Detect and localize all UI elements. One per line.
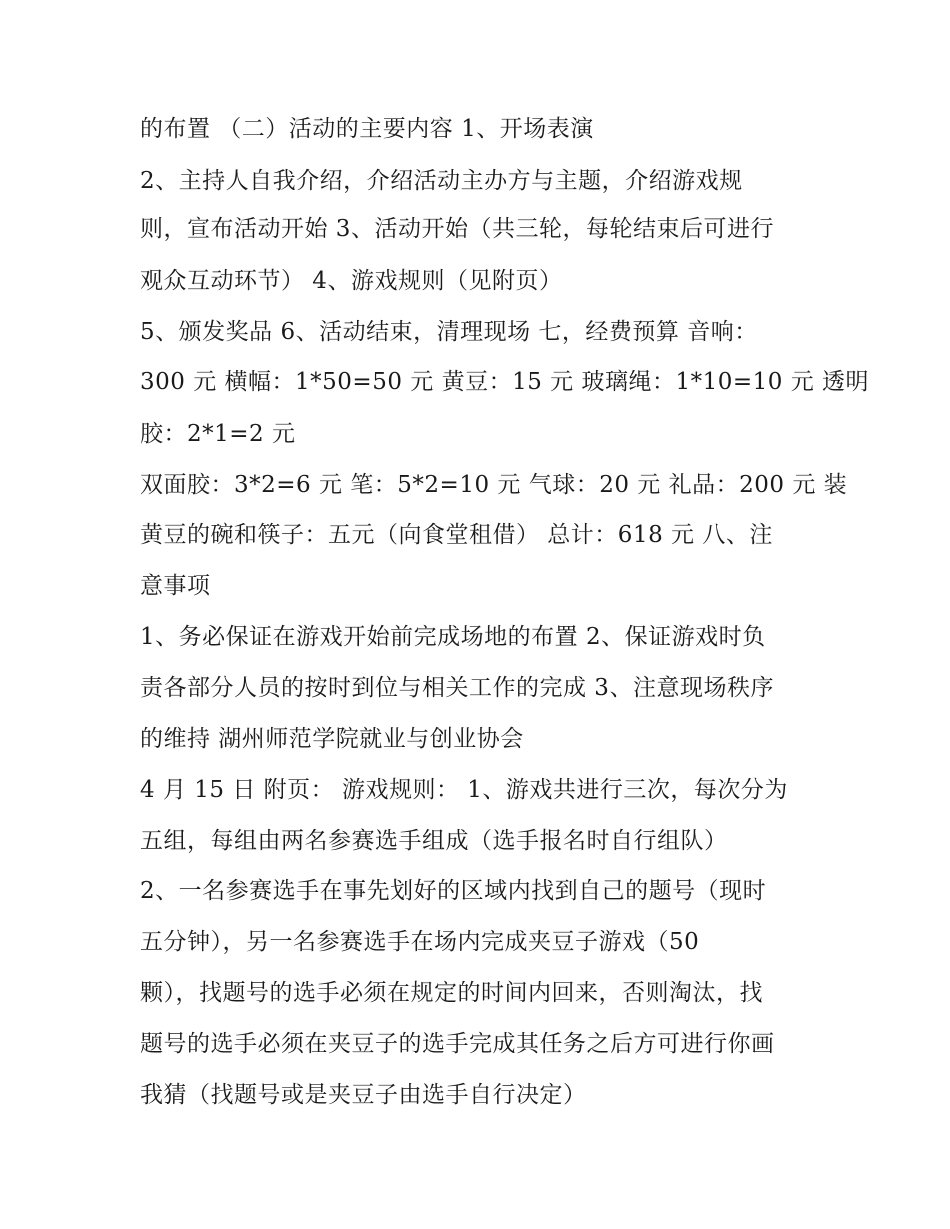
- text-line: 题号的选手必须在夹豆子的选手完成其任务之后方可进行你画: [140, 1031, 775, 1057]
- text-line: 我猜（找题号或是夹豆子由选手自行决定）: [140, 1082, 587, 1108]
- text-line: 五分钟），另一名参赛选手在场内完成夹豆子游戏（50: [140, 929, 700, 955]
- text-line: 的布置 （二）活动的主要内容 1、开场表演: [140, 116, 594, 142]
- text-line: 胶：2*1=2 元: [140, 421, 296, 447]
- text-line: 300 元 横幅：1*50=50 元 黄豆：15 元 玻璃绳：1*10=10 元 透明: [140, 369, 870, 395]
- text-line: 责各部分人员的按时到位与相关工作的完成 3、注意现场秩序: [140, 675, 774, 701]
- text-line: 4 月 15 日 附页： 游戏规则： 1、游戏共进行三次，每次分为: [140, 777, 788, 803]
- text-line: 2、一名参赛选手在事先划好的区域内找到自己的题号（现时: [140, 878, 767, 904]
- text-line: 意事项: [140, 573, 211, 599]
- text-line: 双面胶：3*2=6 元 笔：5*2=10 元 气球：20 元 礼品：200 元 装: [140, 472, 848, 498]
- text-line: 五组，每组由两名参赛选手组成（选手报名时自行组队）: [140, 828, 728, 854]
- text-line: 5、颁发奖品 6、活动结束，清理现场 七，经费预算 音响：: [140, 319, 758, 345]
- text-line: 的维持 湖州师范学院就业与创业协会: [140, 726, 524, 752]
- text-line: 2、主持人自我介绍，介绍活动主办方与主题，介绍游戏规: [140, 168, 743, 194]
- text-line: 观众互动环节） 4、游戏规则（见附页）: [140, 268, 563, 294]
- text-line: 则，宣布活动开始 3、活动开始（共三轮，每轮结束后可进行: [140, 216, 774, 242]
- text-line: 1、务必保证在游戏开始前完成场地的布置 2、保证游戏时负: [140, 624, 766, 650]
- text-line: 颗），找题号的选手必须在规定的时间内回来，否则淘汰，找: [140, 980, 763, 1006]
- text-line: 黄豆的碗和筷子：五元（向食堂租借） 总计：618 元 八、注: [140, 522, 773, 548]
